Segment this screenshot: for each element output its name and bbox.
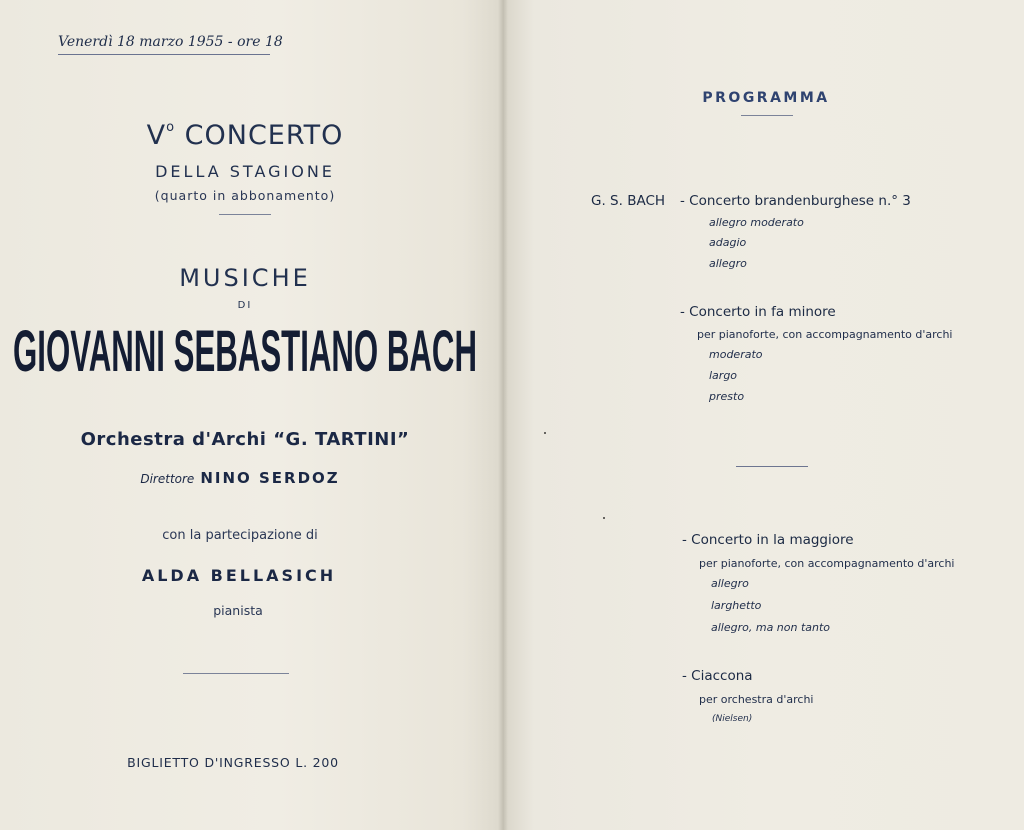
conductor-name: NINO SERDOZ [200, 469, 340, 487]
piece-movement: moderato [709, 348, 763, 361]
piece-movement: allegro, ma non tanto [711, 621, 831, 634]
soloist-role: pianista [213, 603, 263, 618]
ticket-price: BIGLIETTO D'INGRESSO L. 200 [127, 755, 339, 770]
piece-title: - Concerto brandenburghese n.° 3 [680, 193, 911, 209]
musiche-heading: MUSICHE [179, 264, 311, 292]
subscription-note: (quarto in abbonamento) [154, 188, 336, 203]
left-page [0, 0, 503, 830]
piece-movement: allegro [711, 577, 749, 590]
conductor-line [140, 468, 339, 487]
piece-movement: allegro [709, 257, 747, 270]
piece-title: - Concerto in fa minore [680, 304, 836, 320]
piece-title: - Ciaccona [682, 668, 753, 684]
piece-title: - Concerto in la maggiore [682, 532, 854, 548]
piece-movement: adagio [709, 236, 747, 249]
conductor-label: Direttore [140, 472, 195, 486]
soloist-name: ALDA BELLASICH [141, 566, 337, 585]
season-label: DELLA STAGIONE [155, 162, 335, 181]
programma-heading: PROGRAMMA [702, 90, 830, 106]
arranger-credit: (Nielsen) [712, 714, 753, 724]
piece-subtitle: per orchestra d'archi [699, 693, 814, 706]
programma-rule [741, 115, 793, 116]
concert-date: Venerdì 18 marzo 1955 - ore 18 [58, 34, 283, 50]
piece-movement: allegro moderato [709, 216, 804, 229]
concert-number-sup: o [166, 120, 176, 135]
di-label: DI [237, 300, 253, 311]
divider-rule [219, 214, 271, 215]
date-underline [58, 54, 270, 55]
program-composer: G. S. BACH [591, 193, 666, 209]
paper-speck [544, 432, 546, 434]
participation-text: con la partecipazione di [162, 528, 318, 543]
piece-movement: presto [709, 390, 745, 403]
page-fold [498, 0, 508, 830]
concert-title [147, 120, 344, 151]
concert-label: CONCERTO [184, 120, 344, 151]
divider-rule [183, 673, 289, 674]
piece-subtitle: per pianoforte, con accompagnamento d'archi [697, 328, 953, 341]
piece-subtitle: per pianoforte, con accompagnamento d'archi [699, 557, 955, 570]
concert-number: V [146, 120, 167, 151]
paper-speck [603, 517, 605, 519]
orchestra-name: Orchestra d'Archi “G. TARTINI” [80, 429, 410, 450]
piece-movement: largo [709, 369, 738, 382]
piece-movement: larghetto [711, 599, 762, 612]
composer-full-name: GIOVANNI SEBASTIANO BACH [13, 320, 477, 384]
section-divider [736, 466, 808, 467]
